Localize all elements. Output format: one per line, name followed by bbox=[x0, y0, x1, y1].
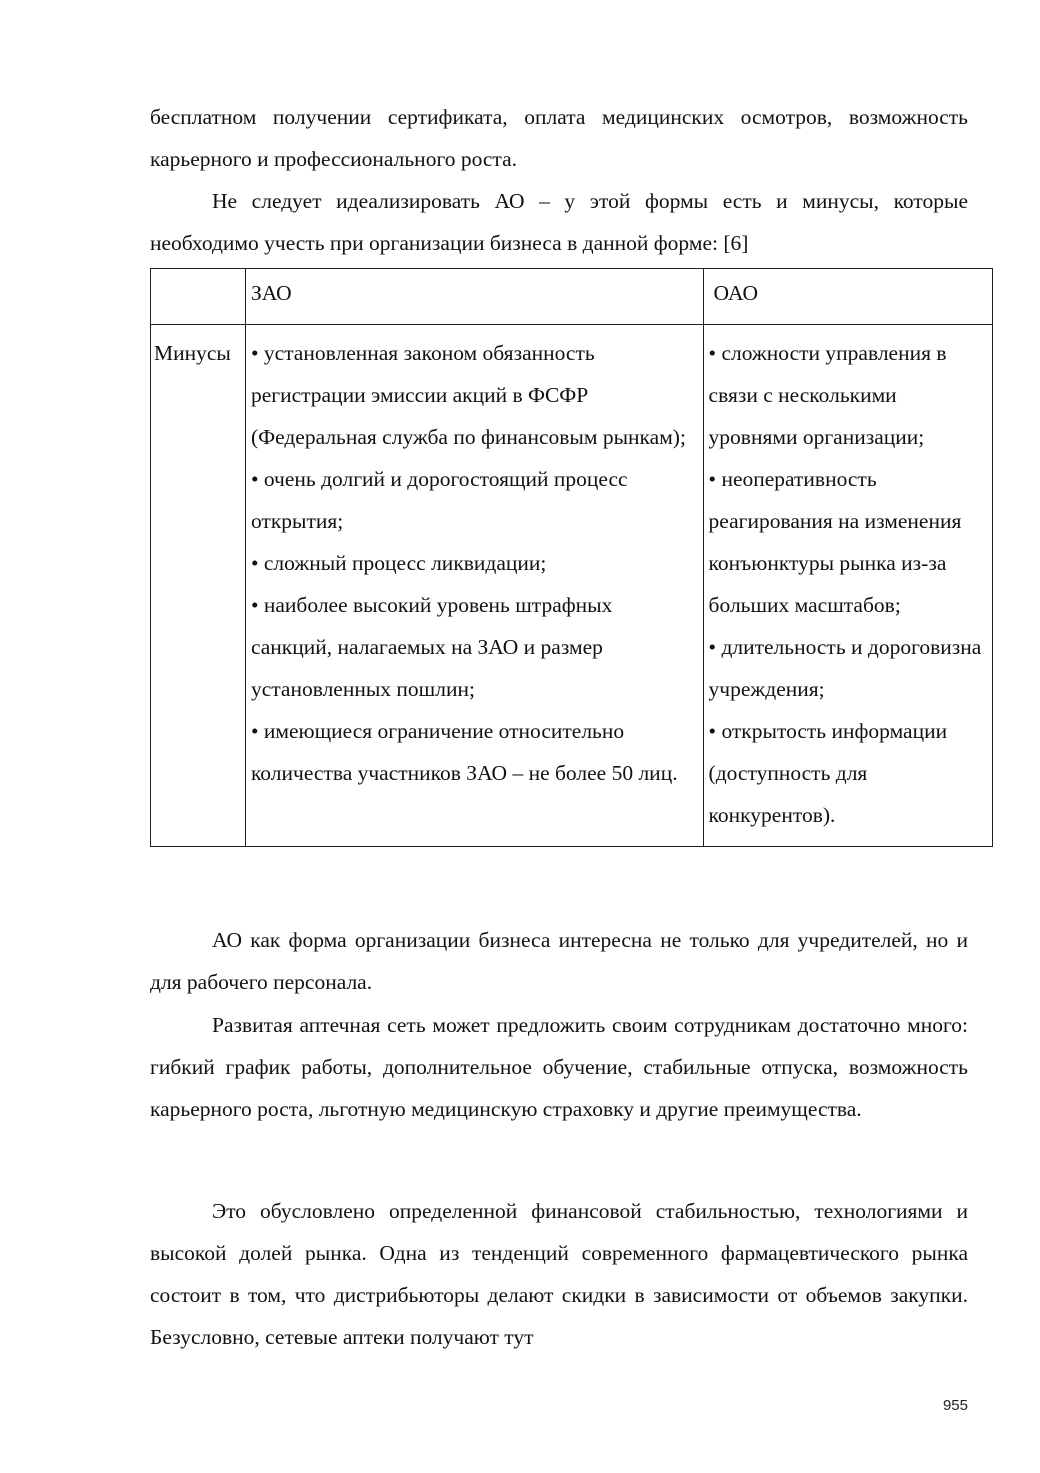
paragraph-minuses-intro: Не следует идеализировать АО – у этой формы есть и минусы, которые необходимо учесть при организации бизнеса в данной форме: [6] bbox=[150, 189, 968, 255]
list-item: • сложности управления в связи с несколькими уровнями организации; bbox=[708, 341, 947, 449]
list-item: • длительность и дороговизна учреждения; bbox=[708, 635, 982, 701]
list-item: • наиболее высокий уровень штрафных санкций, налагаемых на ЗАО и размер установленных пошлин; bbox=[250, 593, 613, 701]
page-number: 955 bbox=[942, 1397, 968, 1414]
paragraph-pharmacy-network: Развитая аптечная сеть может предложить своим сотрудникам достаточно много: гибкий график работы, дополнительное обучение, стабильные отпуска, возможность карьерного роста, льготную медицинскую страховку и другие преимущества. bbox=[150, 1013, 968, 1121]
oao-minuses-cell bbox=[703, 325, 992, 847]
table-header-empty bbox=[151, 269, 246, 325]
list-item: • сложный процесс ликвидации; bbox=[250, 551, 547, 575]
list-item: • очень долгий и дорогостоящий процесс открытия; bbox=[250, 467, 628, 533]
list-item: • имеющиеся ограничение относительно количества участников ЗАО – не более 50 лиц. bbox=[250, 719, 678, 785]
paragraph-continuation: бесплатном получении сертификата, оплата медицинских осмотров, возможность карьерного и профессионального роста. bbox=[150, 105, 968, 171]
list-item: • неоперативность реагирования на изменения конъюнктуры рынка из-за больших масштабов; bbox=[708, 467, 962, 617]
paragraph-stability: Это обусловлено определенной финансовой стабильностью, технологиями и высокой долей рынка. Одна из тенденций современного фармацевтического рынка состоит в том, что дистрибьюторы делают скидки в зависимости от объемов закупки. Безусловно, сетевые аптеки получают тут bbox=[150, 1199, 968, 1349]
list-item: • открытость информации (доступность для конкурентов). bbox=[708, 719, 948, 827]
zao-minuses-cell bbox=[245, 325, 703, 847]
comparison-table bbox=[150, 268, 993, 847]
table-row bbox=[151, 325, 993, 847]
table-header-row bbox=[151, 269, 993, 325]
table-header-zao: ЗАО bbox=[245, 269, 703, 325]
list-item: • установленная законом обязанность регистрации эмиссии акций в ФСФР (Федеральная служба по финансовым рынкам); bbox=[250, 341, 686, 449]
table-header-oao: ОАО bbox=[703, 269, 992, 325]
row-label-minuses: Минусы bbox=[151, 325, 246, 847]
paragraph-ao-interest: АО как форма организации бизнеса интересна не только для учредителей, но и для рабочего персонала. bbox=[150, 928, 968, 994]
